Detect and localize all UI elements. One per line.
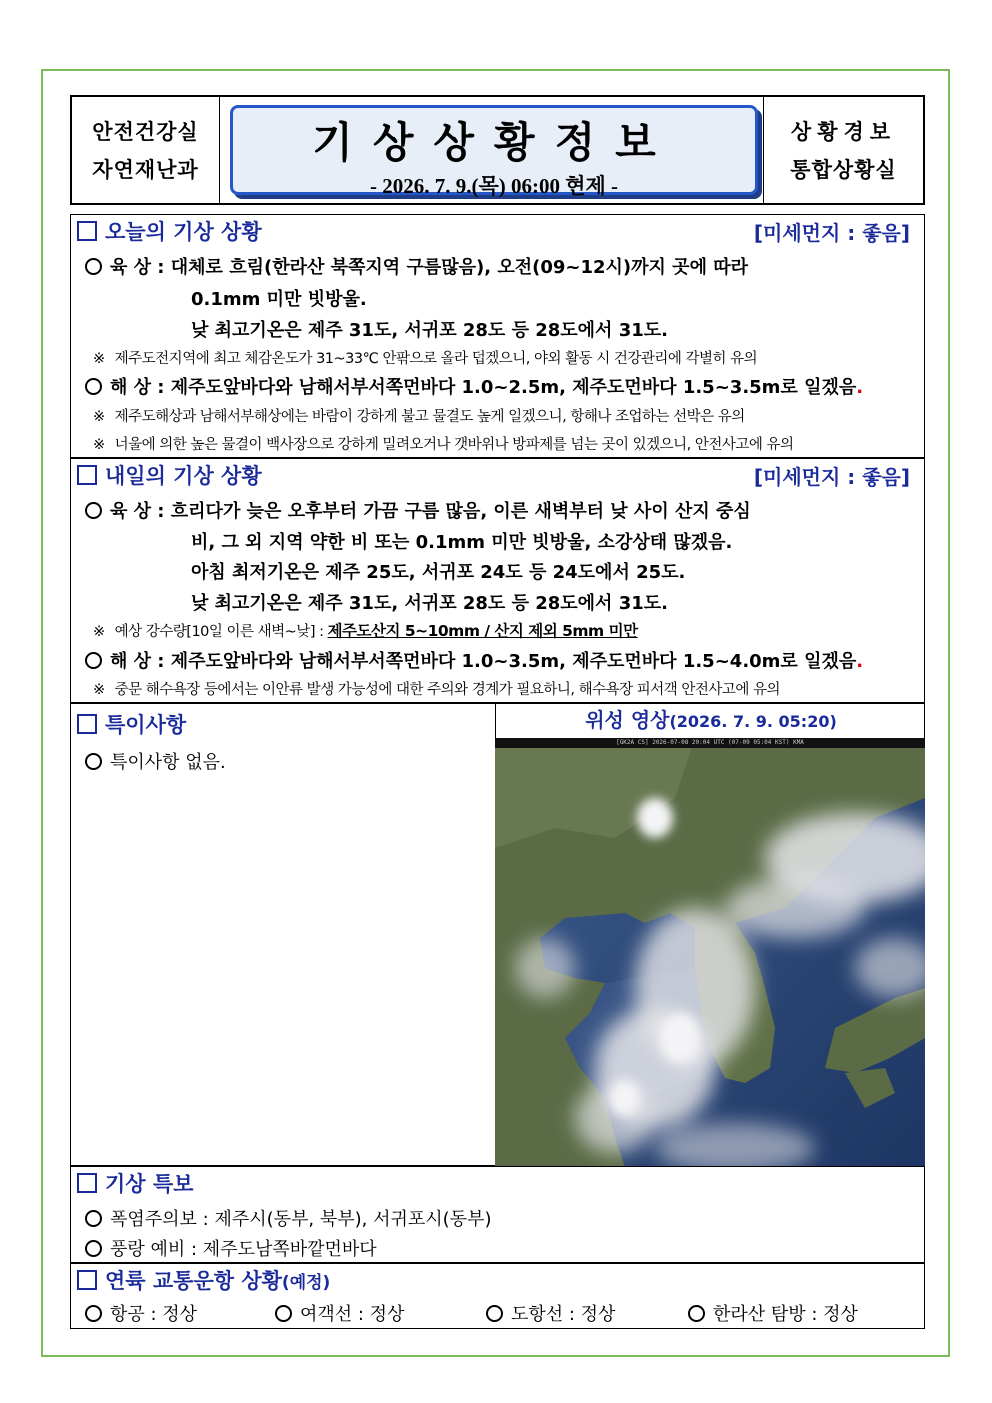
traffic-title: 연륙 교통운항 상황 xyxy=(105,1269,282,1293)
header xyxy=(70,95,925,205)
circle-bullet-icon xyxy=(85,1210,102,1227)
circle-bullet-icon xyxy=(486,1305,503,1322)
tomorrow-rainfall: ※ 예상 강수량[10일 이른 새벽~낮] : 제주도산지 5~10mm / 산지 제외 5mm 미만 xyxy=(93,622,638,640)
office-line2: 통합상황실 xyxy=(790,158,897,182)
today-sea-forecast: 해 상 : 제주도앞바다와 남해서부서쪽먼바다 1.0~2.5m, 제주도먼바다 1.5~3.5m로 일겠음. xyxy=(85,373,863,399)
today-max-temp: 낮 최고기온은 제주 31도, 서귀포 28도 등 28도에서 31도. xyxy=(191,320,668,341)
traffic-title-note: (예정) xyxy=(281,1272,331,1293)
checkbox-icon xyxy=(77,714,97,734)
circle-bullet-icon xyxy=(85,258,102,275)
wind-wave-preliminary: 풍랑 예비 : 제주도남쪽바깥먼바다 xyxy=(85,1235,377,1261)
traffic-island-ferry: 도항선 : 정상 xyxy=(486,1300,615,1326)
heat-advisory: 폭염주의보 : 제주시(동부, 북부), 서귀포시(동부) xyxy=(85,1205,491,1231)
today-note-swell: ※ 너울에 의한 높은 물결이 백사장으로 강하게 밀려오거나 갯바위나 방파제를 넘는 곳이 있겠으니, 안전사고에 유의 xyxy=(93,437,794,453)
warnings-title: 기상 특보 xyxy=(105,1172,194,1196)
circle-bullet-icon xyxy=(85,652,102,669)
office-box xyxy=(763,97,923,203)
traffic-section xyxy=(70,1263,925,1329)
department-line2: 자연재난과 xyxy=(92,158,199,182)
satellite-image xyxy=(495,738,925,1167)
today-land-forecast-cont: 0.1mm 미만 빗방울. xyxy=(191,289,367,310)
today-land-forecast: 육 상 : 대체로 흐림(한라산 북쪽지역 구름많음), 오전(09~12시)까지 곳에 따라 xyxy=(85,253,748,279)
tomorrow-note-riptide: ※ 중문 해수욕장 등에서는 이안류 발생 가능성에 대한 주의와 경계가 필요하니, 해수욕장 피서객 안전사고에 유의 xyxy=(93,682,780,698)
report-datetime: - 2026. 7. 9.(목) 06:00 현제 - xyxy=(369,174,619,198)
circle-bullet-icon xyxy=(85,1240,102,1257)
checkbox-icon xyxy=(77,221,97,241)
weather-warnings-section xyxy=(70,1166,925,1263)
circle-bullet-icon xyxy=(85,378,102,395)
tomorrow-fine-dust: [미세먼지 : 좋음] xyxy=(753,464,910,489)
today-fine-dust: [미세먼지 : 좋음] xyxy=(753,220,910,245)
today-note-heat: ※ 제주도전지역에 최고 체감온도가 31~33℃ 안팎으로 올라 덥겠으니, 야외 활동 시 건강관리에 각별히 유의 xyxy=(93,351,758,367)
circle-bullet-icon xyxy=(275,1305,292,1322)
circle-bullet-icon xyxy=(85,1305,102,1322)
traffic-hallasan: 한라산 탐방 : 정상 xyxy=(688,1300,858,1326)
tomorrow-weather-section xyxy=(70,458,925,703)
tomorrow-sea-forecast: 해 상 : 제주도앞바다와 남해서부서쪽먼바다 1.0~3.5m, 제주도먼바다 1.5~4.0m로 일겠음. xyxy=(85,647,863,673)
today-title: 오늘의 기상 상황 xyxy=(105,220,262,244)
title-box xyxy=(230,105,758,198)
special-section xyxy=(70,703,925,1166)
circle-bullet-icon xyxy=(688,1305,705,1322)
tomorrow-land-forecast: 육 상 : 흐리다가 늦은 오후부터 가끔 구름 많음, 이른 새벽부터 낮 사이 산지 중심 xyxy=(85,497,751,523)
satellite-caption: [GK2A CS] 2026-07-08 20:04 UTC (07-09 05:04 KST) KMA xyxy=(495,738,925,748)
today-note-sea: ※ 제주도해상과 남해서부해상에는 바람이 강하게 불고 물결도 높게 일겠으니, 항해나 조업하는 선박은 유의 xyxy=(93,409,745,425)
tomorrow-min-temp: 아침 최저기온은 제주 25도, 서귀포 24도 등 24도에서 25도. xyxy=(191,562,686,583)
office-line1: 상황경보 xyxy=(790,120,897,144)
tomorrow-title: 내일의 기상 상황 xyxy=(105,464,262,488)
checkbox-icon xyxy=(77,1173,97,1193)
satellite-map-graphic xyxy=(495,738,925,1167)
tomorrow-max-temp: 낮 최고기온은 제주 31도, 서귀포 28도 등 28도에서 31도. xyxy=(191,593,668,614)
circle-bullet-icon xyxy=(85,753,102,770)
department-line1: 안전건강실 xyxy=(92,120,199,144)
tomorrow-land-forecast-cont: 비, 그 외 지역 약한 비 또는 0.1mm 미만 빗방울, 소강상태 많겠음. xyxy=(191,532,733,553)
traffic-ferry: 여객선 : 정상 xyxy=(275,1300,404,1326)
department-box xyxy=(72,97,220,203)
page-title: 기상상황정보 xyxy=(312,118,676,167)
special-item: 특이사항 없음. xyxy=(85,748,226,774)
traffic-air: 항공 : 정상 xyxy=(85,1300,197,1326)
checkbox-icon xyxy=(77,465,97,485)
satellite-title: 위성 영상(2026. 7. 9. 05:20) xyxy=(585,708,837,732)
checkbox-icon xyxy=(77,1270,97,1290)
today-weather-section xyxy=(70,214,925,458)
circle-bullet-icon xyxy=(85,502,102,519)
special-title: 특이사항 xyxy=(105,713,187,737)
